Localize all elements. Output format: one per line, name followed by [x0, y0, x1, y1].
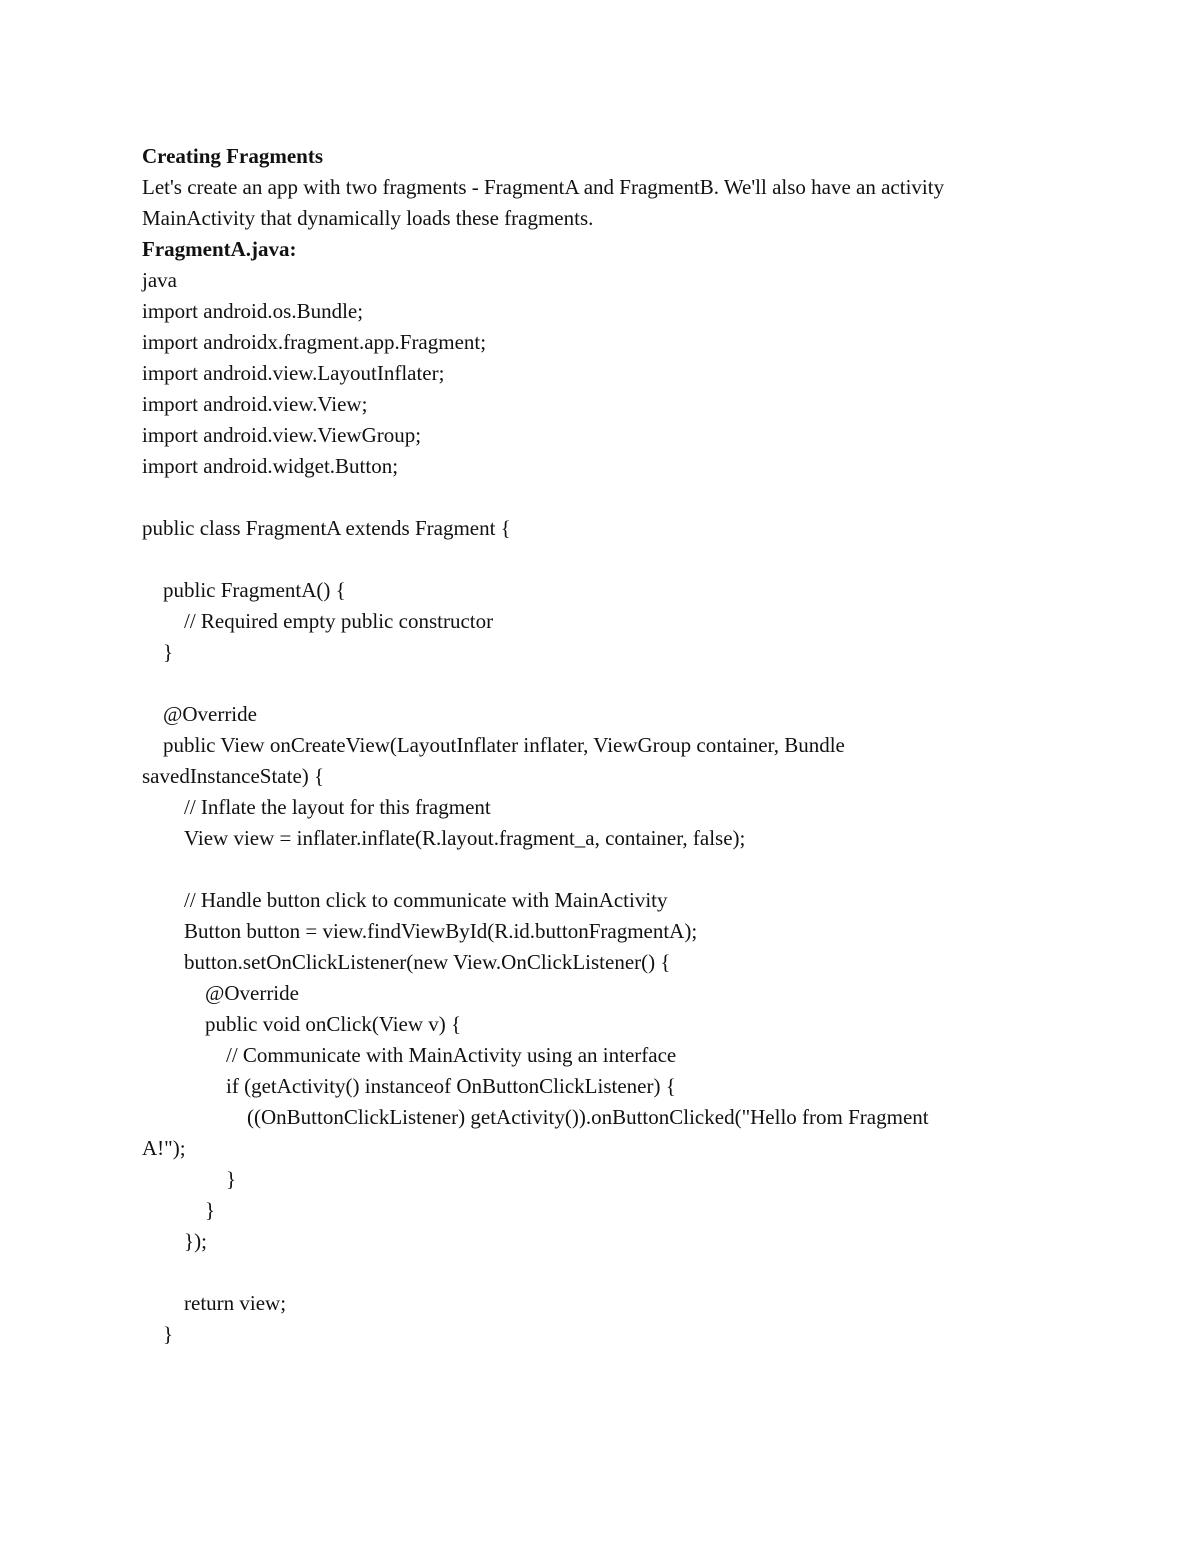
code-line: A!");	[142, 1136, 186, 1160]
code-line: import androidx.fragment.app.Fragment;	[142, 330, 487, 354]
code-line: import android.view.LayoutInflater;	[142, 361, 445, 385]
code-line	[142, 854, 1072, 885]
code-line: button.setOnClickListener(new View.OnClickListener() {	[142, 950, 671, 974]
code-line: return view;	[142, 1291, 287, 1315]
code-line: import android.view.View;	[142, 392, 368, 416]
code-line: public class FragmentA extends Fragment {	[142, 516, 511, 540]
code-line: import android.view.ViewGroup;	[142, 423, 422, 447]
intro-line: MainActivity that dynamically loads these fragments.	[142, 206, 594, 230]
code-line	[142, 1257, 1072, 1288]
document-body	[142, 141, 1072, 1350]
code-line: import android.os.Bundle;	[142, 299, 364, 323]
code-line: import android.widget.Button;	[142, 454, 399, 478]
code-line: });	[142, 1229, 207, 1253]
code-line	[142, 544, 1072, 575]
intro-line: Let's create an app with two fragments - FragmentA and FragmentB. We'll also have an activity	[142, 175, 945, 199]
code-line: Button button = view.findViewById(R.id.buttonFragmentA);	[142, 919, 698, 943]
code-line: }	[142, 1167, 237, 1191]
code-line: // Required empty public constructor	[142, 609, 494, 633]
page-title: Creating Fragments	[142, 144, 323, 168]
code-line: public void onClick(View v) {	[142, 1012, 462, 1036]
code-line: public View onCreateView(LayoutInflater inflater, ViewGroup container, Bundle	[142, 733, 845, 757]
file-title: FragmentA.java:	[142, 237, 297, 261]
code-line: savedInstanceState) {	[142, 764, 325, 788]
code-line: if (getActivity() instanceof OnButtonClickListener) {	[142, 1074, 676, 1098]
code-line	[142, 668, 1072, 699]
code-line: @Override	[142, 702, 257, 726]
code-line: }	[142, 640, 174, 664]
code-line	[142, 482, 1072, 513]
code-line: ((OnButtonClickListener) getActivity()).onButtonClicked("Hello from Fragment	[142, 1105, 929, 1129]
code-line: // Inflate the layout for this fragment	[142, 795, 491, 819]
code-line: }	[142, 1322, 174, 1346]
language-label: java	[142, 268, 177, 292]
code-line: // Handle button click to communicate with MainActivity	[142, 888, 668, 912]
code-line: // Communicate with MainActivity using an interface	[142, 1043, 677, 1067]
code-line: View view = inflater.inflate(R.layout.fragment_a, container, false);	[142, 826, 746, 850]
code-line: public FragmentA() {	[142, 578, 346, 602]
code-line: @Override	[142, 981, 299, 1005]
code-line: }	[142, 1198, 216, 1222]
